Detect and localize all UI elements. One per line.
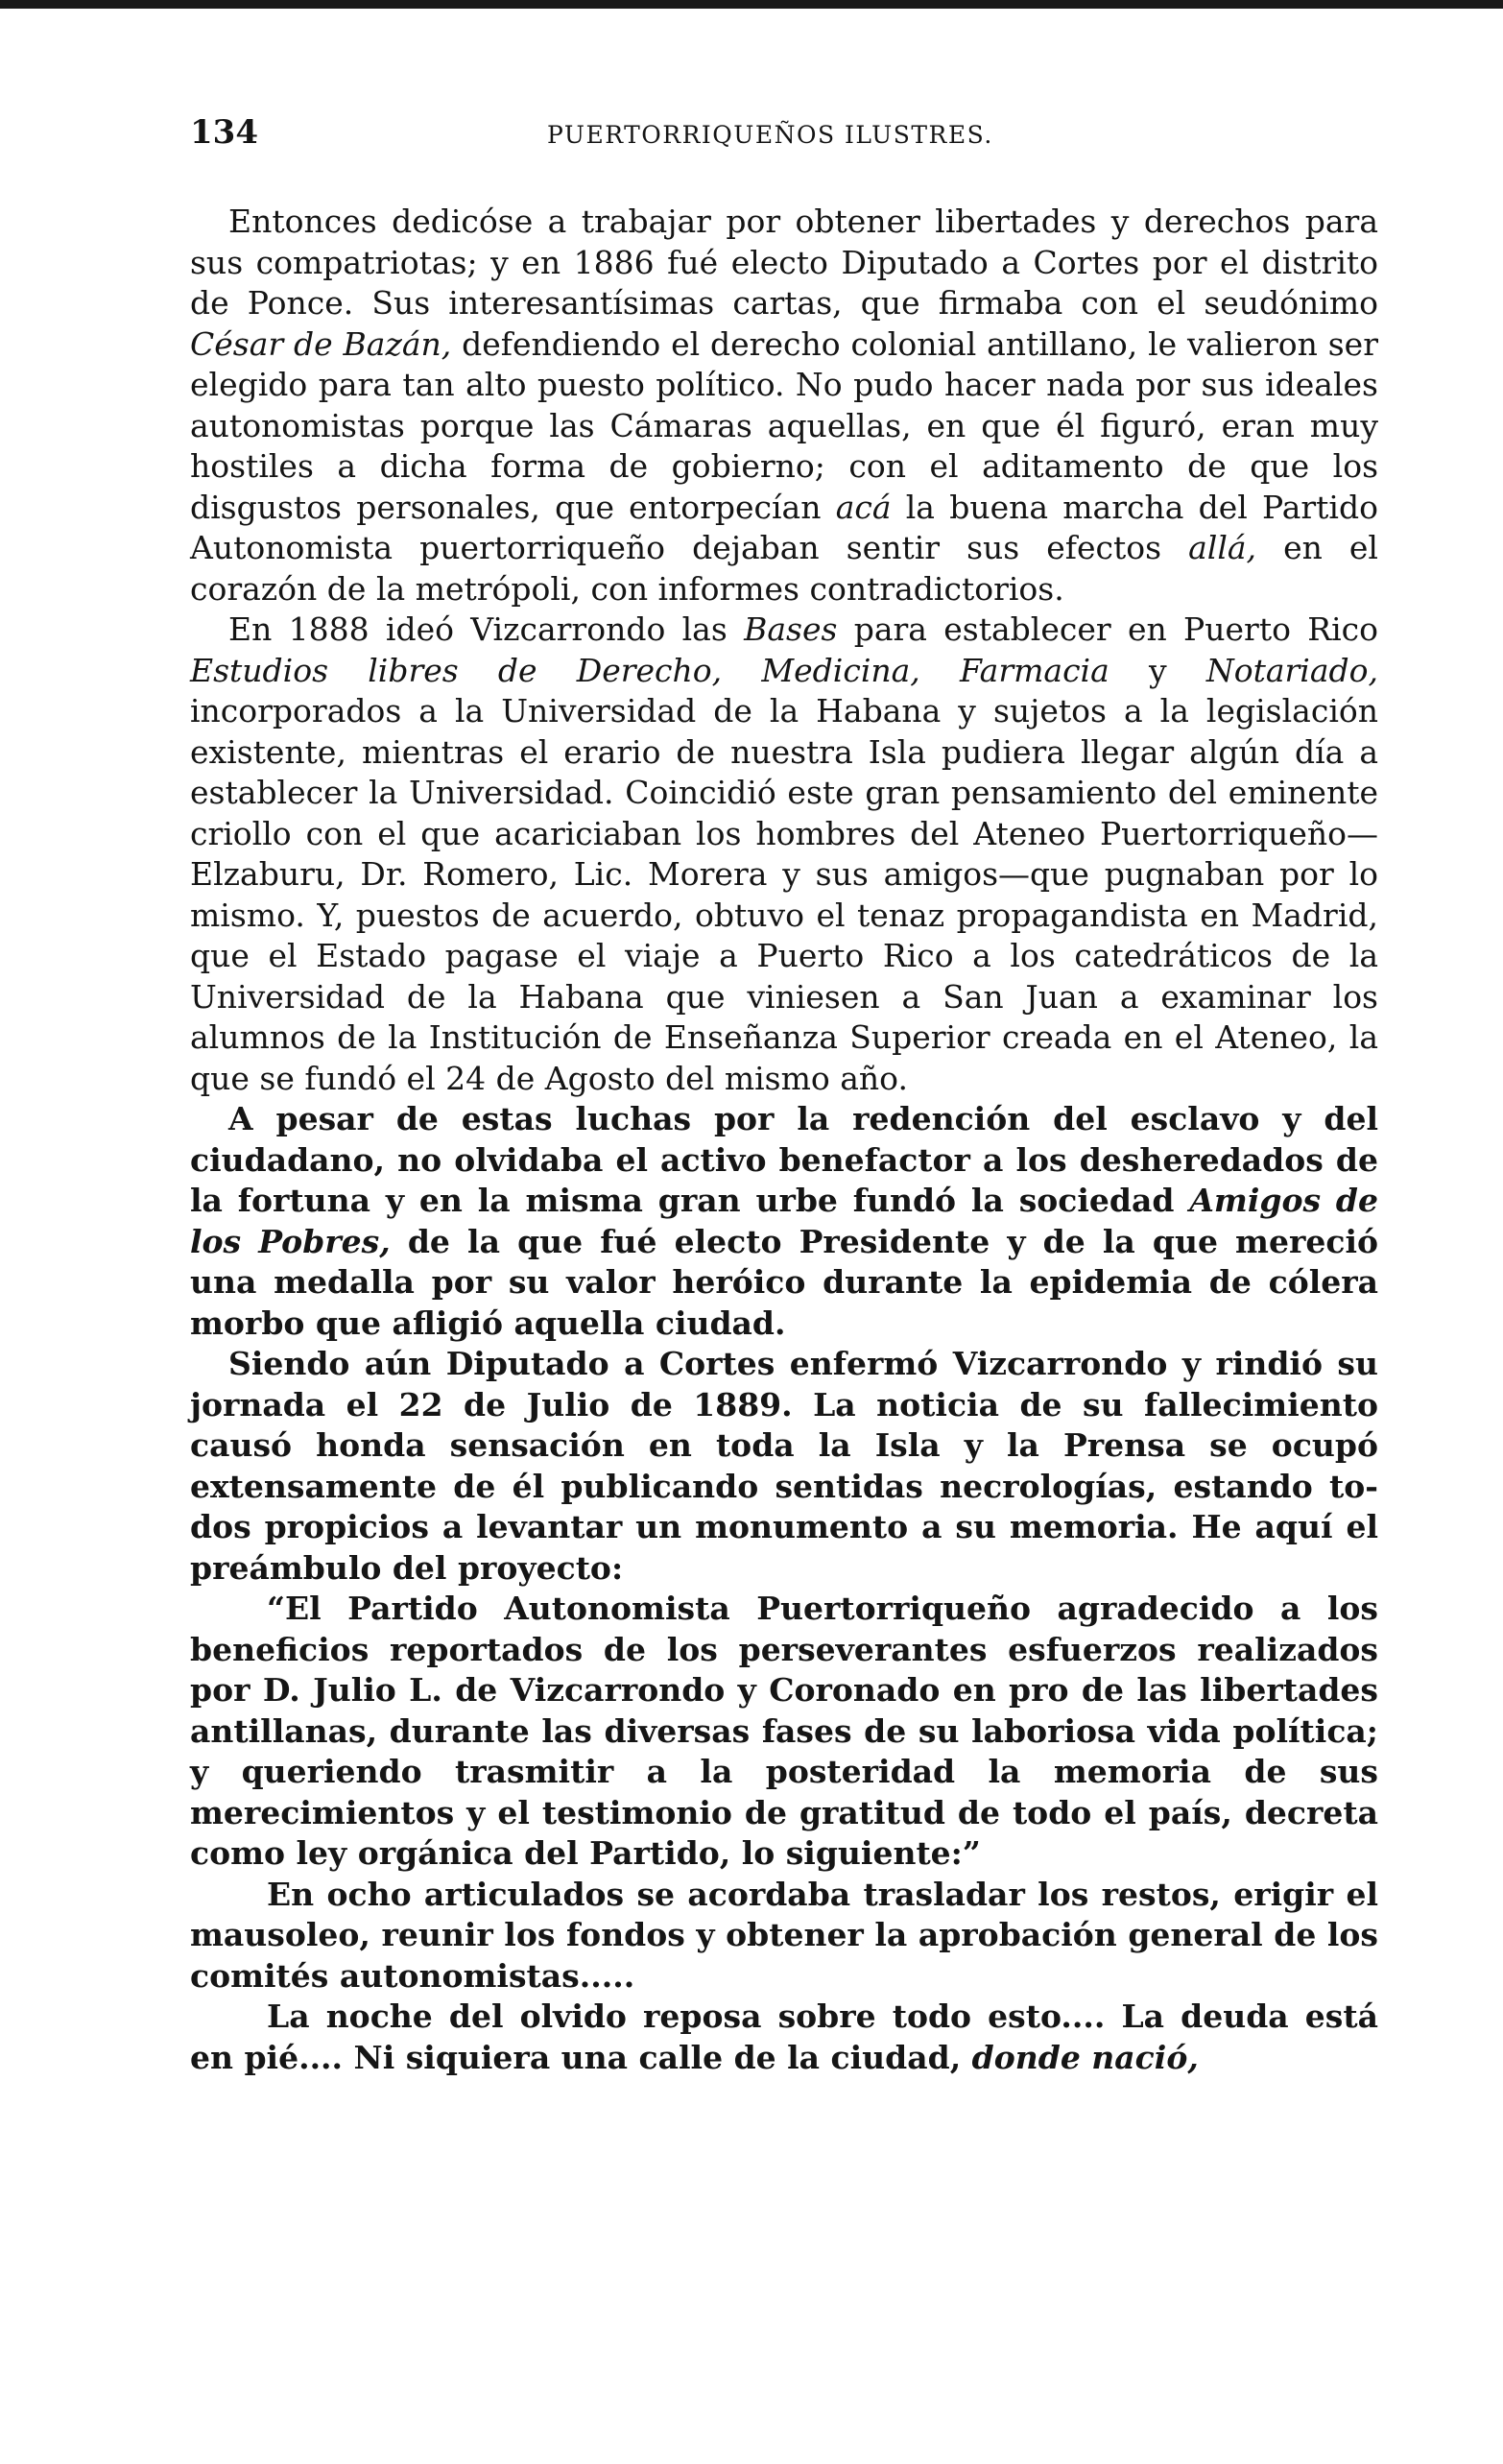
book-page [190,113,1378,2078]
page-body [190,202,1378,2078]
text-run: defendiendo el derecho colonial antillano, le valieron ser elegido para tan alto puesto político. No pudo hacer nada por sus ideales autonomistas porque las Cámaras aquellas, en que él figuró, eran muy hostiles a dicha forma de gobierno; con el aditamento de que los disgustos personales, que entorpecían [190,324,1378,526]
text-run: Siendo aún Diputado a Cortes enfermó Vizcarrondo y rindió su jornada el 22 de Julio de 1889. La noticia de su fallecimiento causó honda sensación en toda la Isla y la Prensa se ocupó extensamente de él publicando sentidas necrologías, estando todos propicios a levantar un monumento a su memoria. He aquí el preámbulo del proyecto: [190,1345,1378,1587]
text-run: incorporados a la Universidad de la Habana y sujetos a la legislación existente, mientras el erario de nuestra Isla pudiera llegar algún día a establecer la Universidad. Coincidió este gran pensamiento del eminente criollo con el que acariciaban los hombres del Ateneo Puertorriqueño—Elzaburu, Dr. Romero, Lic. Morera y sus amigos—que pugnaban por lo mismo. Y, puestos de acuerdo, obtuvo el tenaz propagandista en Madrid, que el Estado pagase el viaje a Puerto Rico a los catedráticos de la Universidad de la Habana que viniesen a San Juan a examinar los alumnos de la Institución de Enseñanza Superior creada en el Ateneo, la que se fundó el 24 de Agosto del mismo año. [190,692,1378,1097]
italic-text: donde nació, [971,2038,1199,2076]
text-run: para establecer en Puerto Rico [837,610,1378,648]
text-run: A pesar de estas luchas por la redención del esclavo y del ciudadano, no olvidaba el activo benefactor a los desheredados de la fortuna y en la misma gran urbe fundó la sociedad [190,1100,1378,1219]
text-run: “El Partido Autonomista Puertorriqueño agradecido a los beneficios reportados de los perseverantes esfuerzos realizados por D. Julio L. de Vizcarrondo y Coronado en pro de las libertades antillanas, durante las diversas fases de su laboriosa vida política; y queriendo trasmitir a la posteridad la memoria de sus merecimientos y el testimonio de gratitud de todo el país, decreta como ley orgánica del Partido, lo siguiente:” [190,1590,1378,1872]
italic-text: acá [835,488,892,526]
text-run: de la que fué electo Presidente y de la que mereció una medalla por su valor heróico durante la epidemia de cólera morbo que afligió aquella ciudad. [190,1222,1378,1342]
italic-text: Bases [744,610,838,648]
paragraph [190,1589,1378,1875]
page-top-border [0,0,1503,9]
text-run: La noche del olvido reposa sobre todo esto.... La deuda está en pié.... Ni siquiera una calle de la ciudad, [190,1998,1378,2076]
italic-text: allá, [1188,529,1257,566]
text-run: en el corazón de la metrópoli, con informes contradictorios. [190,529,1378,608]
page-header [190,113,1378,163]
text-run: Entonces dedicóse a trabajar por obtener libertades y derechos para sus compatriotas; y en 1886 fué electo Diputado a Cortes por el distrito de Ponce. Sus interesantísimas cartas, que firmaba con el seudónimo [190,203,1378,322]
paragraph [190,610,1378,1099]
paragraph [190,202,1378,610]
italic-text: Notariado, [1205,651,1378,689]
paragraph [190,1875,1378,1998]
paragraph [190,1344,1378,1589]
italic-text: Amigos de los Pobres, [190,1182,1378,1260]
italic-text: César de Bazán, [190,324,452,363]
page-number: 134 [190,113,258,152]
text-run: y [1109,651,1206,689]
text-run: En 1888 ideó Vizcarrondo las [228,610,745,648]
running-title: PUERTORRIQUEÑOS ILUSTRES. [547,121,993,149]
paragraph [190,1099,1378,1344]
paragraph [190,1997,1378,2078]
italic-text: Estudios libres de Derecho, Medicina, Farmacia [190,651,1109,689]
text-run: En ocho articulados se acordaba trasladar los restos, erigir el mausoleo, reunir los fondos y obtener la aprobación general de los comités autonomistas..... [190,1875,1378,1995]
text-run: la buena marcha del Partido Autonomista puertorriqueño dejaban sentir sus efectos [190,488,1378,566]
